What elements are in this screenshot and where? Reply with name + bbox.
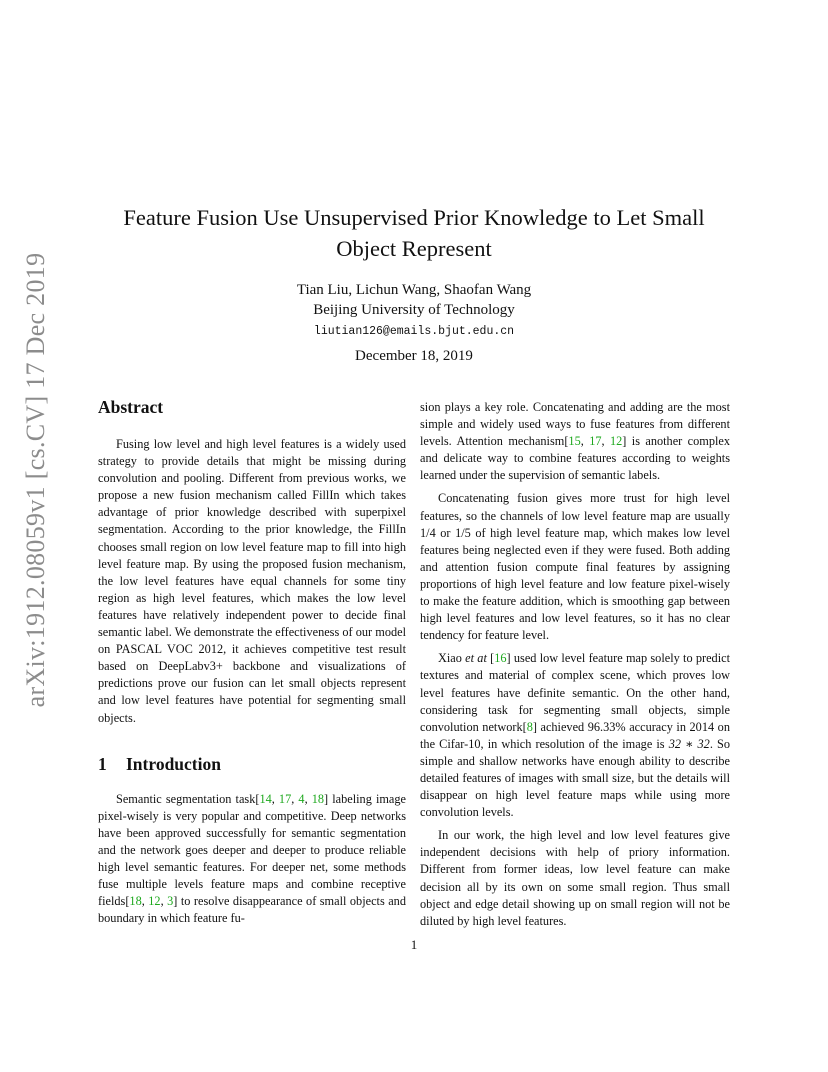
text-run: . So simple and shallow networks have enough ability to describe detailed features of images with small size, but the details will disappear on high level feature maps while using more convolution levels. — [420, 736, 731, 820]
citation-link[interactable]: 4 — [298, 791, 305, 806]
section-title: Introduction — [126, 753, 221, 774]
citation-link[interactable]: 18 — [129, 894, 142, 909]
text-run: ] achieved 96.33% accuracy in 2014 on the Cifar-10, in which resolution of the image is — [420, 719, 730, 751]
intro-paragraph-1: Semantic segmentation task[14, 17, 4, 18] labeling image pixel-wisely is very popular and competitive. Deep networks have been approved successfully for semantic segmentation and the network goes deeper and deeper to produce reliable high level semantic features. For deeper net, some methods fuse multiple levels feature maps and combine receptive fields[18, 12, 3] to resolve disappearance of small objects and boundary in which feature fu- — [98, 791, 407, 926]
text-run: ] labeling image pixel-wisely is very popular and competitive. Deep networks have been approved successfully for semantic segmentation and the network goes deeper and deeper to produce reliable high level semantic features. For deeper net, some methods fuse multiple levels feature maps and combine receptive fields[ — [98, 791, 407, 909]
text-run-italic: et at — [465, 651, 487, 666]
intro-paragraph-1-continued: sion plays a key role. Concatenating and adding are the most simple and widely used ways to fuse features from different levels. Attention mechanism[15, 17, 12] is another complex and delicate way to combine features according to weights learned under the supervision of semantic labels. — [420, 400, 730, 483]
citation-link[interactable]: 12 — [609, 434, 623, 449]
title-line-1: Feature Fusion Use Unsupervised Prior Knowledge to Let Small — [123, 205, 705, 230]
text-run: ] to resolve disappearance of small objects and boundary in which feature fu- — [98, 894, 406, 926]
text-run: sion plays a key role. Concatenating and adding are the most simple and widely used ways to fuse features from different levels. Attention mechanism[ — [420, 400, 730, 449]
abstract-text: Fusing low level and high level features is a widely used strategy to provide details that might be missing during convolution and pooling. Different from previous works, we propose a new fusion mechanism called FillIn which takes advantage of prior knowledge described with superpixel segmentation. According to the prior knowledge, the FillIn chooses small region on low level feature map to fill into high level feature map. By using the proposed fusion mechanism, the low level features have equal channels for some tiny region as high level features, which makes the low level features have relatively independent power to decide final semantic label. We demonstrate the effectiveness of our model on PASCAL VOC 2012, it achieves competitive test result based on DeepLabv3+ backbone and visualizations of predictions prove our fusion can let small objects represent and low level features have potential for segmenting small objects. — [98, 437, 406, 725]
arxiv-identifier — [16, 252, 56, 708]
right-column — [420, 399, 730, 936]
citation-link[interactable]: 16 — [494, 651, 507, 666]
text-run: Xiao — [438, 651, 466, 666]
intro-paragraph-3: Xiao et at [16] used low level feature map solely to predict textures and material of complex scene, which proves low level features have definite semantic. On the other hand, considering task for segmenting small objects, simple convolution network[8] achieved 96.33% accuracy in 2014 on the Cifar-10, in which resolution of the image is 32 ∗ 32. So simple and shallow networks have enough ability to describe detailed features of images with small size, but the details will disappear on high level feature maps while using more convolution levels. — [420, 651, 731, 820]
abstract-heading: Abstract — [98, 397, 164, 417]
citation-link[interactable]: 8 — [526, 719, 533, 734]
intro-paragraph-2: Concatenating fusion gives more trust for high level features, so the channels of low level feature map are usually 1/4 or 1/5 of high level feature map, which makes low level features being neglected even if they were fused. Both adding and attention fusion compute final features by assigning proportions of high level feature and low feature pixel-wisely to make the feature addition, which is smoothing gap between high level features and low level features, so it has no clear tendency for feature level. — [420, 491, 730, 643]
paper-date: December 18, 2019 — [355, 348, 473, 364]
citation-link[interactable]: 17 — [278, 791, 292, 806]
citation-link[interactable]: 12 — [148, 894, 161, 909]
introduction-heading — [98, 753, 406, 775]
author-names: Tian Liu, Lichun Wang, Shaofan Wang — [296, 282, 532, 298]
citation-link[interactable]: 14 — [259, 791, 272, 806]
citation-link[interactable]: 15 — [568, 434, 581, 449]
paper-title — [98, 202, 730, 264]
citation-link[interactable]: 3 — [167, 894, 174, 909]
arxiv-identifier-text: arXiv:1912.08059v1 [cs.CV] 17 Dec 2019 — [21, 252, 50, 708]
author-block — [98, 280, 730, 342]
text-run: ] is another complex and delicate way to combine features according to weights learned under the supervision of semantic labels. — [420, 434, 730, 483]
text-run: Semantic segmentation task[ — [116, 791, 260, 806]
section-number: 1 — [98, 753, 107, 774]
intro-paragraph-4: In our work, the high level and low level features give independent decisions with help of priory information. Different from former ideas, low level feature can make decision all by its own on some small region. Thus small object and edge detail showing up on small region will not be diluted by high level features. — [420, 828, 730, 928]
citation-link[interactable]: 17 — [589, 434, 602, 449]
math-expression: 32 ∗ 32 — [668, 736, 710, 751]
page-number: 1 — [410, 937, 418, 952]
text-run: used low level feature map solely to predict textures and material of complex scene, which proves low level features have definite semantic. On the other hand, considering task for segmenting small objects, simple convolution network[ — [420, 651, 730, 734]
title-line-2: Object Represent — [336, 236, 492, 261]
affiliation: Beijing University of Technology — [313, 302, 515, 318]
left-column — [98, 396, 406, 933]
author-email: liutian126@emails.bjut.edu.cn — [313, 325, 515, 338]
citation-link[interactable]: 18 — [311, 791, 325, 806]
